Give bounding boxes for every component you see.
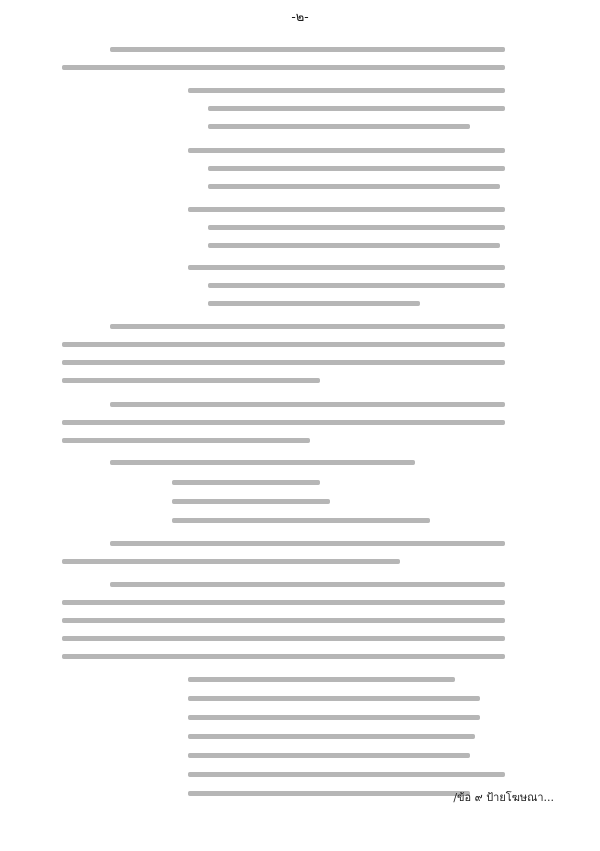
text-line xyxy=(208,166,505,171)
page-number: -๒- xyxy=(291,10,309,25)
text-line xyxy=(110,402,505,407)
text-line xyxy=(110,324,505,329)
text-line xyxy=(62,342,505,347)
text-line xyxy=(188,696,480,701)
text-line xyxy=(188,715,480,720)
text-line xyxy=(208,184,500,189)
text-line xyxy=(208,225,505,230)
text-line xyxy=(110,582,505,587)
text-line xyxy=(62,438,310,443)
text-line xyxy=(208,301,420,306)
text-line xyxy=(188,677,455,682)
text-line xyxy=(188,753,470,758)
text-line xyxy=(188,772,505,777)
text-line xyxy=(110,47,505,52)
text-line xyxy=(188,148,505,153)
text-line xyxy=(188,88,505,93)
text-line xyxy=(62,559,400,564)
text-line xyxy=(62,636,505,641)
text-line xyxy=(62,420,505,425)
text-line xyxy=(188,734,475,739)
text-line xyxy=(172,518,430,523)
text-line xyxy=(208,283,505,288)
text-line xyxy=(110,541,505,546)
text-line xyxy=(188,791,470,796)
text-line xyxy=(62,618,505,623)
text-line xyxy=(62,360,505,365)
text-line xyxy=(110,460,415,465)
text-line xyxy=(188,207,505,212)
text-line xyxy=(188,265,505,270)
text-line xyxy=(208,106,505,111)
text-line xyxy=(172,499,330,504)
text-line xyxy=(208,124,470,129)
text-line xyxy=(62,600,505,605)
text-line xyxy=(208,243,500,248)
text-line xyxy=(172,480,320,485)
text-line xyxy=(62,65,505,70)
text-line xyxy=(62,378,320,383)
continuation-note: /ข้อ ๙ ป้ายโฆษณา... xyxy=(453,791,554,804)
text-line xyxy=(62,654,505,659)
